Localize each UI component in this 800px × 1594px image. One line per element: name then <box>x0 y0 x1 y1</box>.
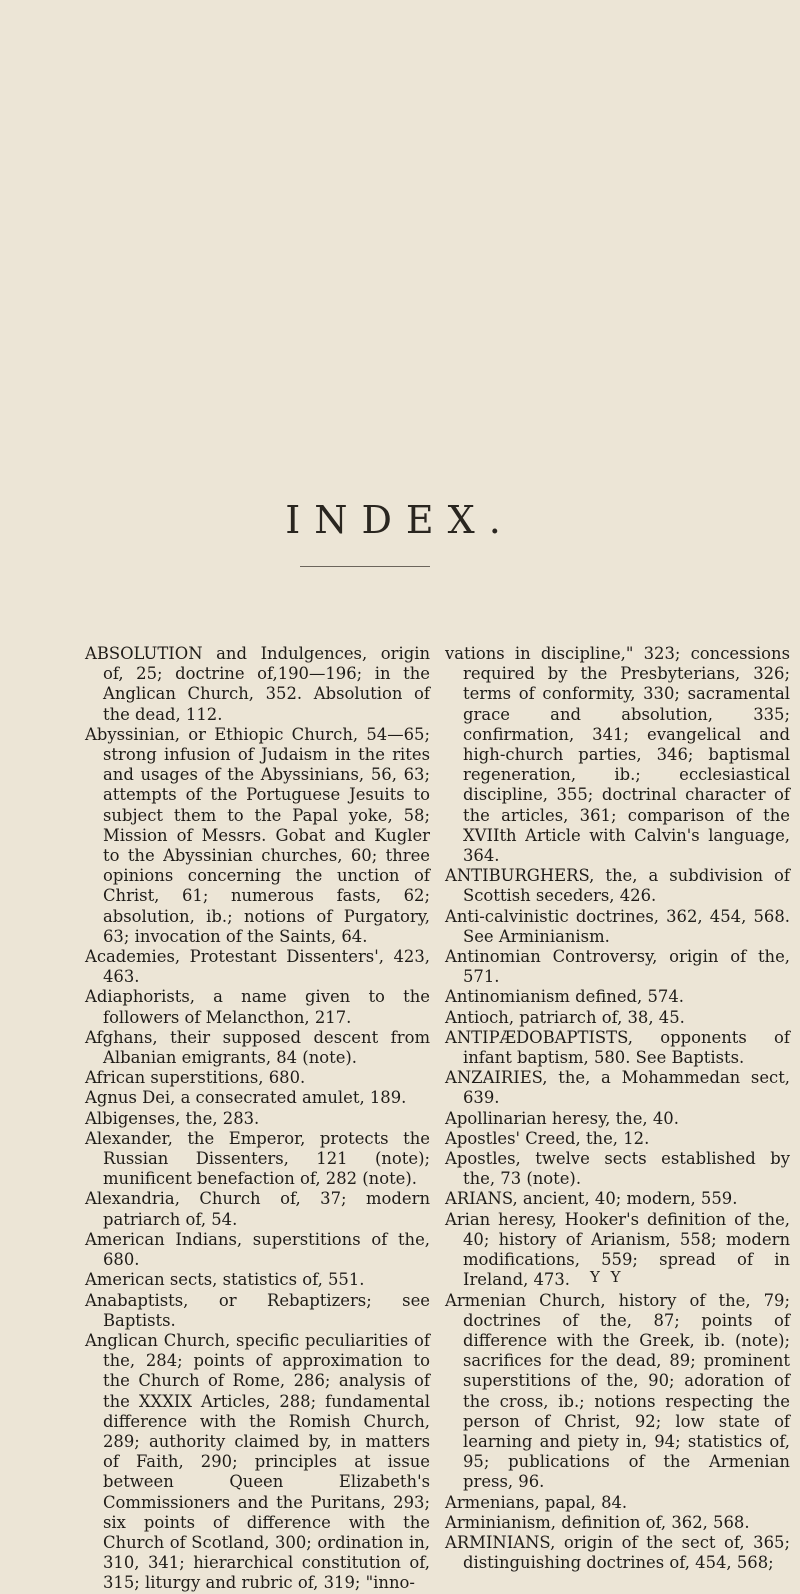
index-entry: Apostles' Creed, the, 12. <box>445 1128 650 1148</box>
index-entry: Alexandria, Church of, 37; modern patriarch of, 54. <box>85 1189 430 1229</box>
index-entry: Abyssinian, or Ethiopic Church, 54—65; strong infusion of Judaism in the rites and usages of the Abyssinians, 56, 63; attempts of the Portuguese Jesuits to subject them to the Papal yoke, 58; Mission of Messrs. Gobat and Kugler to the Abyssinian churches, 60; three opinions concerning the unction of Christ, 61; numerous fasts, 62; absolution, ib.; notions of Purgatory, 63; invocation of the Saints, 64. <box>85 724 430 946</box>
index-entry: ANTIPÆDOBAPTISTS, opponents of infant baptism, 580. See Baptists. <box>445 1027 790 1068</box>
index-entry: American Indians, superstitions of the, 680. <box>85 1229 430 1270</box>
index-entry: ANZAIRIES, the, a Mohammedan sect, 639. <box>445 1068 790 1108</box>
index-entry: vations in discipline," 323; concessions required by the Presbyterians, 326; terms of conformity, 330; sacramental grace and absolution, 335; confirmation, 341; evangelical and high-church parties, 346; baptismal regeneration, ib.; ecclesiastical discipline, 355; doctrinal character of the articles, 361; comparison of the XVIIth Article with Calvin's language, 364. <box>445 644 790 866</box>
index-entry: Arminianism, definition of, 362, 568. <box>445 1512 750 1532</box>
index-entry: Apostles, twelve sects established by the, 73 (note). <box>445 1149 790 1189</box>
index-entry: Anti-calvinistic doctrines, 362, 454, 568. See Arminianism. <box>445 906 790 946</box>
index-entry: Armenian Church, history of the, 79; doctrines of the, 87; points of difference with the Greek, ib. (note); sacrifices for the dead, 89; prominent superstitions of the, 90; adoration of the cross, ib.; notions respecting the person of Christ, 92; low state of learning and piety in, 94; statistics of, 95; publications of the Armenian press, 96. <box>445 1290 790 1492</box>
index-entry: Alexander, the Emperor, protects the Russian Dissenters, 121 (note); munificent benefaction of, 282 (note). <box>85 1128 430 1189</box>
index-entry: Antinomian Controversy, origin of the, 571. <box>445 947 790 987</box>
index-entry: Academies, Protestant Dissenters', 423, 463. <box>85 947 430 987</box>
index-entry: ARIANS, ancient, 40; modern, 559. <box>445 1189 738 1209</box>
index-entry: ANTIBURGHERS, the, a subdivision of Scottish seceders, 426. <box>445 866 790 906</box>
index-entry: Anabaptists, or Rebaptizers; see Baptists. <box>85 1290 430 1330</box>
title-rule <box>300 566 430 567</box>
index-entry: ARMINIANS, origin of the sect of, 365; distinguishing doctrines of, 454, 568; <box>445 1532 790 1573</box>
left-column <box>85 644 430 1594</box>
signature-mark: Y Y <box>590 1268 624 1286</box>
right-column <box>445 644 790 1573</box>
index-entry: Adiaphorists, a name given to the followers of Melancthon, 217. <box>85 987 430 1027</box>
index-entry: Apollinarian heresy, the, 40. <box>445 1108 679 1128</box>
index-entry: ABSOLUTION and Indulgences, origin of, 25; doctrine of,190—196; in the Anglican Church, 352. Absolution of the dead, 112. <box>85 644 430 724</box>
index-entry: Albigenses, the, 283. <box>85 1108 260 1128</box>
page-title: INDEX. <box>285 498 515 542</box>
index-entry: Armenians, papal, 84. <box>445 1492 628 1512</box>
index-entry: Anglican Church, specific peculiarities of the, 284; points of approximation to the Church of Rome, 286; analysis of the XXXIX Articles, 288; fundamental difference with the Romish Church, 289; authority claimed by, in matters of Faith, 290; principles at issue between Queen Elizabeth's Commissioners and the Puritans, 293; six points of difference with the Church of Scotland, 300; ordination in, 310, 341; hierarchical constitution of, 315; liturgy and rubric of, 319; "inno- <box>85 1330 430 1593</box>
index-entry: African superstitions, 680. <box>85 1068 306 1088</box>
index-entry: Afghans, their supposed descent from Albanian emigrants, 84 (note). <box>85 1027 430 1068</box>
index-entry: Arian heresy, Hooker's definition of the, 40; history of Arianism, 558; modern modifications, 559; spread of in Ireland, 473. <box>445 1209 790 1290</box>
index-entry: American sects, statistics of, 551. <box>85 1270 365 1290</box>
index-entry: Agnus Dei, a consecrated amulet, 189. <box>85 1088 407 1108</box>
index-entry: Antinomianism defined, 574. <box>445 987 684 1007</box>
index-entry: Antioch, patriarch of, 38, 45. <box>445 1007 685 1027</box>
